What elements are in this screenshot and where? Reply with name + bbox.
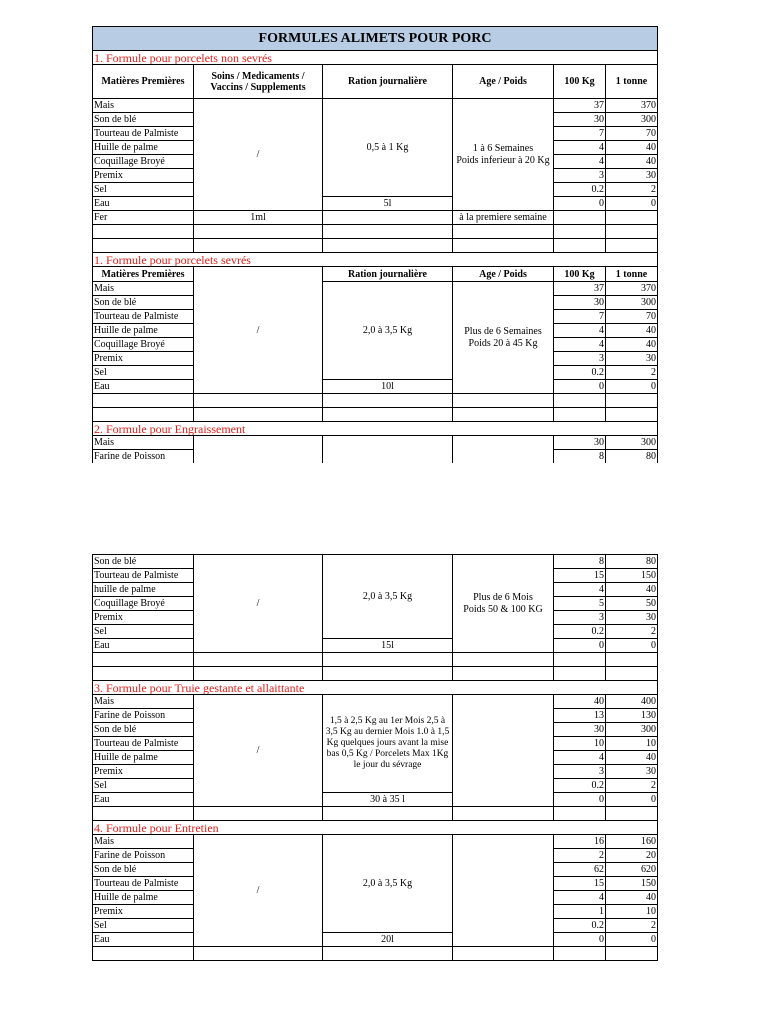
kg-value: 0	[554, 933, 606, 947]
kg-value: 1	[554, 905, 606, 919]
section-title: 1. Formule pour porcelets sevrés	[93, 253, 658, 267]
tonne-value: 300	[606, 296, 658, 310]
tonne-value: 2	[606, 366, 658, 380]
kg-value: 30	[554, 296, 606, 310]
ingredient-name: Sel	[93, 919, 194, 933]
kg-value: 7	[554, 310, 606, 324]
eau-ration: 15l	[323, 639, 453, 653]
tonne-value: 80	[606, 555, 658, 569]
ingredient-name: Huille de palme	[93, 141, 194, 155]
ingredient-name: Eau	[93, 639, 194, 653]
age-cell	[453, 99, 554, 211]
tonne-value: 30	[606, 765, 658, 779]
tonne-value: 40	[606, 751, 658, 765]
blank-row	[93, 667, 658, 681]
table-row	[93, 99, 658, 113]
table-row	[93, 793, 658, 807]
kg-value: 15	[554, 569, 606, 583]
kg-value: 10	[554, 737, 606, 751]
section-title: 4. Formule pour Entretien	[93, 821, 658, 835]
ingredient-name: Farine de Poisson	[93, 450, 194, 464]
kg-value: 0	[554, 197, 606, 211]
header-tonne: 1 tonne	[606, 267, 658, 282]
soins-cell: /	[194, 99, 323, 211]
ingredient-name: Sel	[93, 779, 194, 793]
kg-value: 37	[554, 99, 606, 113]
kg-value: 16	[554, 835, 606, 849]
tonne-value: 30	[606, 352, 658, 366]
kg-value: 3	[554, 765, 606, 779]
tonne-value: 30	[606, 611, 658, 625]
header-row	[93, 65, 658, 99]
ingredient-name: Huille de palme	[93, 891, 194, 905]
ration-cell: 2,0 à 3,5 Kg	[323, 555, 453, 639]
soins-cell: /	[194, 835, 323, 947]
ingredient-name: Sel	[93, 625, 194, 639]
ration-cell: 1,5 à 2,5 Kg au 1er Mois 2,5 à 3,5 Kg au dernier Mois 1.0 à 1,5 Kg quelques jours avant la mise bas 0,5 Kg / Porcelets Max 1Kg le jour du sévrage	[323, 695, 453, 793]
kg-value: 8	[554, 555, 606, 569]
tonne-value: 300	[606, 436, 658, 450]
kg-value: 0.2	[554, 366, 606, 380]
section-title-row	[93, 253, 658, 267]
header-100kg: 100 Kg	[554, 65, 606, 99]
kg-value: 0.2	[554, 919, 606, 933]
kg-value: 0	[554, 380, 606, 394]
ingredient-name: Sel	[93, 183, 194, 197]
blank-row	[93, 225, 658, 239]
tonne-value: 80	[606, 450, 658, 464]
section-title: 2. Formule pour Engraissement	[93, 422, 658, 436]
kg-value: 4	[554, 141, 606, 155]
kg-value: 7	[554, 127, 606, 141]
tonne-value: 2	[606, 919, 658, 933]
fer-age: à la premiere semaine	[453, 211, 554, 225]
kg-value: 8	[554, 450, 606, 464]
header-matieres: Matières Premières	[93, 65, 194, 99]
kg-value: 4	[554, 583, 606, 597]
tonne-value: 0	[606, 197, 658, 211]
tonne-value: 0	[606, 380, 658, 394]
ingredient-name: Son de blé	[93, 113, 194, 127]
tonne-value: 40	[606, 141, 658, 155]
section-title: 3. Formule pour Truie gestante et allaittante	[93, 681, 658, 695]
ingredient-name: huille de palme	[93, 583, 194, 597]
eau-ration: 5l	[323, 197, 453, 211]
ingredient-name: Mais	[93, 99, 194, 113]
tonne-value: 0	[606, 639, 658, 653]
ingredient-name: Premix	[93, 905, 194, 919]
ingredient-name: Son de blé	[93, 555, 194, 569]
ingredient-name: Farine de Poisson	[93, 709, 194, 723]
kg-value: 2	[554, 849, 606, 863]
fer-soins: 1ml	[194, 211, 323, 225]
ingredient-name: Fer	[93, 211, 194, 225]
tonne-value: 370	[606, 99, 658, 113]
table-row	[93, 835, 658, 849]
eau-ration: 20l	[323, 933, 453, 947]
tonne-value: 20	[606, 849, 658, 863]
kg-value: 0	[554, 639, 606, 653]
blank-row	[93, 947, 658, 961]
kg-value: 30	[554, 723, 606, 737]
header-100kg: 100 Kg	[554, 267, 606, 282]
tonne-value: 2	[606, 779, 658, 793]
ration-cell: 2,0 à 3,5 Kg	[323, 282, 453, 380]
tonne-value: 150	[606, 877, 658, 891]
page-title: FORMULES ALIMETS POUR PORC	[93, 27, 658, 51]
ingredient-name: Mais	[93, 436, 194, 450]
tonne-value: 70	[606, 127, 658, 141]
ingredient-name: Premix	[93, 765, 194, 779]
ingredient-name: Huille de palme	[93, 751, 194, 765]
ingredient-name: Mais	[93, 835, 194, 849]
kg-value: 4	[554, 891, 606, 905]
kg-value: 0.2	[554, 779, 606, 793]
blank-row	[93, 653, 658, 667]
ingredient-name: Huille de palme	[93, 324, 194, 338]
ingredient-name: Eau	[93, 197, 194, 211]
kg-value: 0	[554, 793, 606, 807]
title-row	[93, 27, 658, 51]
table-row	[93, 282, 658, 296]
table-row	[93, 639, 658, 653]
ingredient-name: Farine de Poisson	[93, 849, 194, 863]
ingredient-name: Son de blé	[93, 296, 194, 310]
kg-value: 3	[554, 352, 606, 366]
tonne-value: 130	[606, 709, 658, 723]
age-line2: Poids 50 & 100 KG	[463, 603, 543, 615]
ingredient-name: Tourteau de Palmiste	[93, 737, 194, 751]
age-line1: 1 à 6 Semaines	[472, 142, 534, 154]
tonne-value: 40	[606, 155, 658, 169]
header-age: Age / Poids	[453, 267, 554, 282]
ingredient-name: Premix	[93, 611, 194, 625]
ingredient-name: Premix	[93, 169, 194, 183]
kg-value: 0.2	[554, 625, 606, 639]
blank-row	[93, 807, 658, 821]
ingredient-name: Tourteau de Palmiste	[93, 310, 194, 324]
header-age: Age / Poids	[453, 65, 554, 99]
ingredient-name: Son de blé	[93, 723, 194, 737]
eau-ration: 10l	[323, 380, 453, 394]
kg-value: 62	[554, 863, 606, 877]
header-ration: Ration journalière	[323, 65, 453, 99]
kg-value: 13	[554, 709, 606, 723]
ingredient-name: Sel	[93, 366, 194, 380]
kg-value: 4	[554, 155, 606, 169]
tonne-value: 40	[606, 324, 658, 338]
table-row	[93, 933, 658, 947]
section-title: 1. Formule pour porcelets non sevrés	[93, 51, 658, 65]
ingredient-name: Coquillage Broyé	[93, 597, 194, 611]
header-soins: Soins / Medicaments / Vaccins / Supplements	[194, 65, 323, 99]
tonne-value: 10	[606, 737, 658, 751]
tonne-value: 0	[606, 793, 658, 807]
tonne-value: 160	[606, 835, 658, 849]
eau-ration: 30 à 35 l	[323, 793, 453, 807]
header-tonne: 1 tonne	[606, 65, 658, 99]
ingredient-name: Coquillage Broyé	[93, 155, 194, 169]
age-line2: Poids 20 à 45 Kg	[468, 337, 538, 349]
kg-value: 3	[554, 611, 606, 625]
tonne-value: 40	[606, 338, 658, 352]
tonne-value: 150	[606, 569, 658, 583]
ingredient-name: Mais	[93, 282, 194, 296]
ingredient-name: Coquillage Broyé	[93, 338, 194, 352]
tonne-value: 300	[606, 723, 658, 737]
ingredient-name: Mais	[93, 695, 194, 709]
header-ration: Ration journalière	[323, 267, 453, 282]
header-row	[93, 267, 658, 282]
kg-value: 4	[554, 338, 606, 352]
tonne-value: 70	[606, 310, 658, 324]
ingredient-name: Tourteau de Palmiste	[93, 127, 194, 141]
ingredient-name: Son de blé	[93, 863, 194, 877]
ingredient-name: Eau	[93, 933, 194, 947]
kg-value: 4	[554, 324, 606, 338]
kg-value: 5	[554, 597, 606, 611]
ration-cell: 2,0 à 3,5 Kg	[323, 835, 453, 933]
tonne-value: 10	[606, 905, 658, 919]
kg-value: 15	[554, 877, 606, 891]
tonne-value: 370	[606, 282, 658, 296]
tonne-value: 620	[606, 863, 658, 877]
tonne-value: 30	[606, 169, 658, 183]
fer-row	[93, 211, 658, 225]
tonne-value: 50	[606, 597, 658, 611]
age-cell	[453, 555, 554, 653]
section-title-row	[93, 422, 658, 436]
tonne-value: 0	[606, 933, 658, 947]
tonne-value: 400	[606, 695, 658, 709]
blank-row	[93, 408, 658, 422]
table-row	[93, 197, 658, 211]
tonne-value: 2	[606, 625, 658, 639]
tonne-value: 300	[606, 113, 658, 127]
ingredient-name: Tourteau de Palmiste	[93, 569, 194, 583]
ingredient-name: Premix	[93, 352, 194, 366]
table-row	[93, 436, 658, 450]
ingredient-name: Eau	[93, 380, 194, 394]
table-row	[93, 380, 658, 394]
section-title-row	[93, 51, 658, 65]
ingredient-name: Tourteau de Palmiste	[93, 877, 194, 891]
section-title-row	[93, 821, 658, 835]
table-row	[93, 555, 658, 569]
header-matieres: Matières Premières	[93, 267, 194, 282]
table-row	[93, 695, 658, 709]
section-title-row	[93, 681, 658, 695]
age-line1: Plus de 6 Mois	[473, 591, 533, 603]
age-line1: Plus de 6 Semaines	[464, 325, 542, 337]
kg-value: 0.2	[554, 183, 606, 197]
soins-cell: /	[194, 267, 323, 394]
tonne-value: 40	[606, 891, 658, 905]
kg-value: 30	[554, 436, 606, 450]
kg-value: 30	[554, 113, 606, 127]
kg-value: 3	[554, 169, 606, 183]
formula-table-page1	[92, 26, 658, 463]
blank-row	[93, 239, 658, 253]
age-line2: Poids inferieur à 20 Kg	[456, 154, 550, 166]
soins-cell: /	[194, 555, 323, 653]
formula-table-page2	[92, 554, 658, 961]
tonne-value: 2	[606, 183, 658, 197]
ration-cell: 0,5 à 1 Kg	[323, 99, 453, 197]
kg-value: 4	[554, 751, 606, 765]
tonne-value: 40	[606, 583, 658, 597]
kg-value: 37	[554, 282, 606, 296]
kg-value: 40	[554, 695, 606, 709]
soins-cell: /	[194, 695, 323, 807]
ingredient-name: Eau	[93, 793, 194, 807]
blank-row	[93, 394, 658, 408]
age-cell	[453, 282, 554, 394]
